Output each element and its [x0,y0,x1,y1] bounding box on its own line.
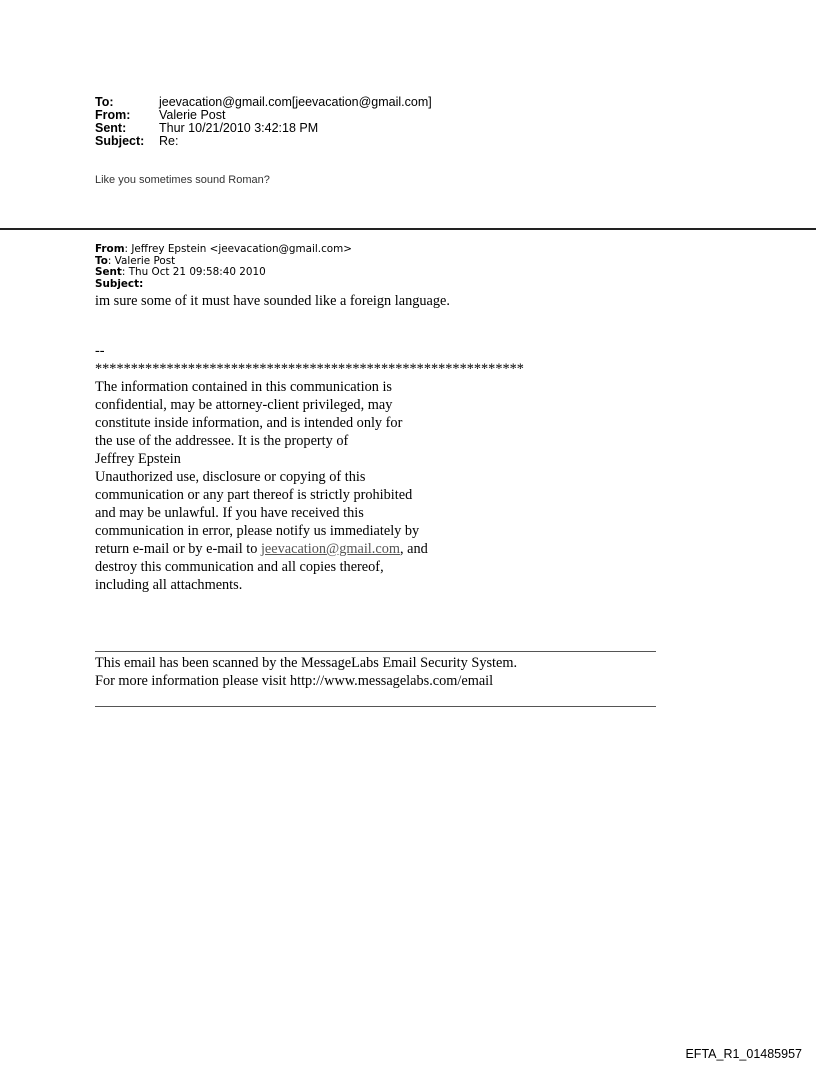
scan-notice-line: This email has been scanned by the MessageLabs Email Security System. [95,655,518,671]
disclaimer-line: Unauthorized use, disclosure or copying of this [95,469,366,485]
quoted-from-value: : Jeffrey Epstein <jeevacation@gmail.com> [124,243,352,255]
header-subject-row [95,135,432,148]
subject-label: Subject: [95,134,145,148]
signature-dashes: -- [95,343,105,359]
quoted-header [95,244,352,290]
disclaimer-line: The information contained in this communication is [95,379,392,395]
disclaimer-line: communication in error, please notify us immediately by [95,523,420,539]
disclaimer-line: confidential, may be attorney-client privileged, may [95,397,393,413]
message-body: im sure some of it must have sounded like a foreign language. [95,293,450,309]
quoted-subject-value: : [139,277,144,290]
quoted-subject-row [95,279,352,291]
disclaimer-suffix: , and [399,541,428,557]
disclaimer-line: Jeffrey Epstein [95,451,181,467]
scan-rule-top [95,651,656,652]
sent-value: Thur 10/21/2010 3:42:18 PM [159,121,319,135]
reply-text: Like you sometimes sound Roman? [95,174,270,186]
header-sent-row [95,122,432,135]
scan-notice [95,654,517,690]
to-label: To: [95,95,114,109]
subject-value: Re: [159,134,179,148]
to-value: jeevacation@gmail.com[jeevacation@gmail.com] [159,95,432,109]
quoted-from-label: From [95,243,125,255]
disclaimer-line-with-link [95,540,655,558]
disclaimer-line: communication or any part thereof is strictly prohibited [95,487,413,503]
document-id: EFTA_R1_01485957 [685,1047,802,1061]
quoted-subject-label: Subject [95,277,140,290]
quoted-to-value: : Valerie Post [107,254,176,267]
quoted-sent-label: Sent [95,266,122,278]
disclaimer-prefix: return e-mail or by e-mail to [95,541,261,557]
message-separator [0,228,816,230]
email-link[interactable]: jeevacation@gmail.com [260,541,400,557]
disclaimer-line: and may be unlawful. If you have received this [95,505,364,521]
sent-label: Sent: [95,121,127,135]
disclaimer-line: constitute inside information, and is intended only for [95,415,403,431]
from-value: Valerie Post [159,108,226,122]
email-header [95,96,432,148]
scan-rule-bottom [95,706,656,707]
disclaimer-line: destroy this communication and all copies thereof, [95,559,384,575]
quoted-to-label: To [95,254,108,267]
from-label: From: [95,108,131,122]
scan-notice-line: For more information please visit http://www.messagelabs.com/email [95,673,494,689]
signature-disclaimer [95,342,655,594]
signature-stars: ************************************************************ [95,361,524,377]
header-to-row [95,96,432,109]
disclaimer-line: including all attachments. [95,577,243,593]
quoted-sent-value: : Thu Oct 21 09:58:40 2010 [121,266,266,278]
disclaimer-line: the use of the addressee. It is the property of [95,433,349,449]
